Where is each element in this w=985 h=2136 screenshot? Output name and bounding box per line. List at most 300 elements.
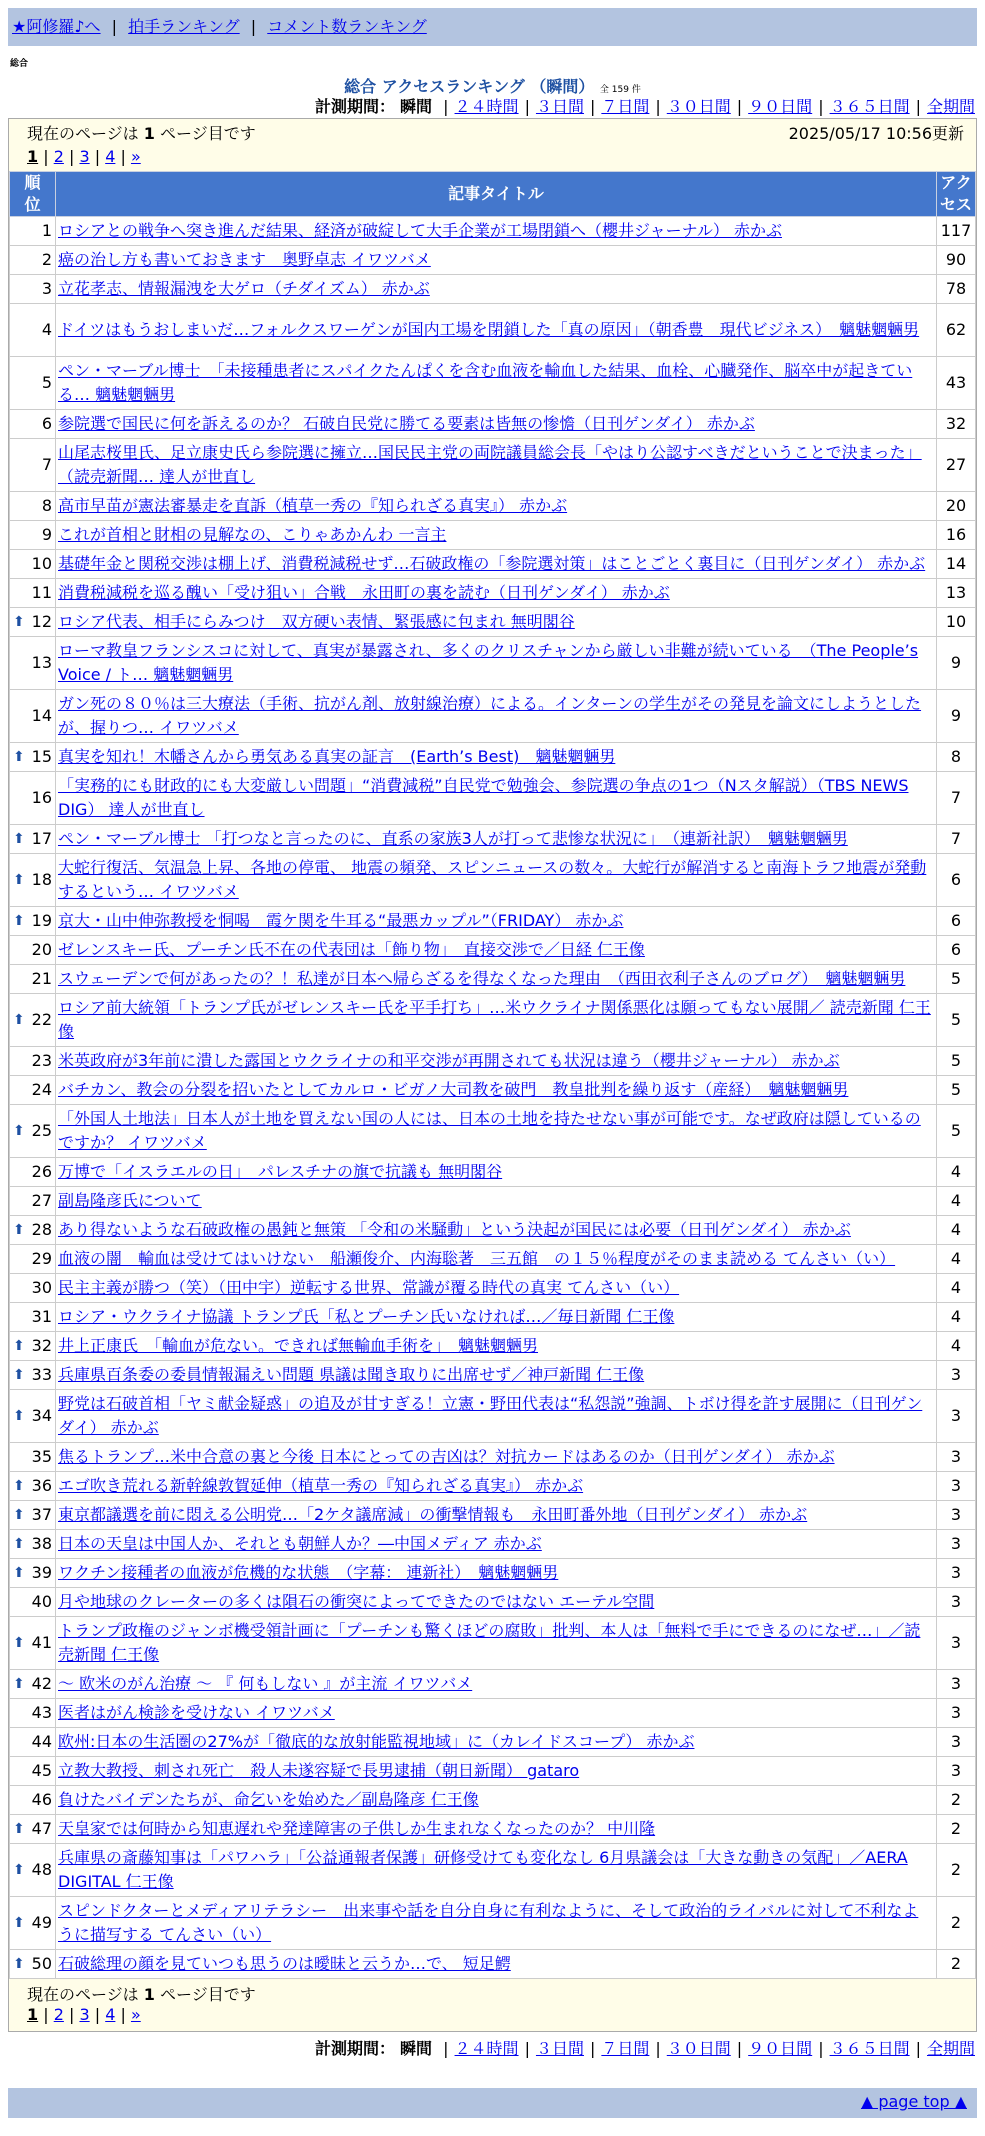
- rank-cell: [10, 965, 56, 994]
- table-row: [10, 304, 976, 357]
- title-cell: [56, 1303, 937, 1332]
- article-link[interactable]: ペン・マーブル博士 「未接種患者にスパイクたんぱくを含む血液を輸血した結果、血栓、心臓発作、脳卒中が起きている… 魑魅魍魎男: [58, 361, 913, 404]
- article-link[interactable]: 高市早苗が憲法審暴走を直訴（植草一秀の『知られざる真実』） 赤かぶ: [58, 496, 568, 515]
- rank-up-arrow-icon: ⬆: [13, 1635, 25, 1651]
- period-link[interactable]: ３６５日間: [829, 97, 910, 116]
- rank-up-arrow-icon: ⬆: [13, 1915, 25, 1931]
- pager-page-link[interactable]: 3: [79, 2005, 90, 2024]
- title-cell: [56, 1815, 937, 1844]
- article-link[interactable]: 兵庫県百条委の委員情報漏えい問題 県議は聞き取りに出席せず／神戸新聞 仁王像: [58, 1365, 645, 1384]
- rank-cell: [10, 608, 56, 637]
- rank-up-arrow-icon: ⬆: [13, 1676, 25, 1692]
- rank-cell: [10, 1559, 56, 1588]
- rank-cell: [10, 1216, 56, 1245]
- page-info-number: 1: [143, 124, 155, 143]
- rank-number: 2: [41, 250, 52, 269]
- title-cell: [56, 994, 937, 1047]
- rank-number: 18: [31, 870, 52, 889]
- article-link[interactable]: ロシアとの戦争へ突き進んだ結果、経済が破綻して大手企業が工場閉鎖へ（櫻井ジャーナル） 赤かぶ: [58, 221, 782, 240]
- article-link[interactable]: 「実務的にも財政的にも大変厳しい問題」“消費減税”自民党で勉強会、参院選の争点の1つ（Nスタ解説）（TBS NEWS DIG） 達人が世直し: [58, 776, 909, 819]
- rank-cell: [10, 1757, 56, 1786]
- rank-cell: [10, 1187, 56, 1216]
- article-link[interactable]: 野党は石破首相「ヤミ献金疑惑」の追及が甘すぎる！立憲・野田代表は“私怨説”強調、トボけ得を許す展開に（日刊ゲンダイ） 赤かぶ: [58, 1394, 923, 1437]
- table-row: [10, 1158, 976, 1187]
- rank-cell: [10, 521, 56, 550]
- rank-number: 9: [41, 525, 52, 544]
- access-count: 9: [937, 690, 976, 743]
- article-link[interactable]: 基礎年金と関税交渉は棚上げ、消費税減税せず…石破政権の「参院選対策」はことごとく裏目に（日刊ゲンダイ） 赤かぶ: [58, 554, 926, 573]
- period-separator: |: [818, 2039, 824, 2058]
- rank-number: 48: [31, 1860, 52, 1879]
- rank-up-arrow-icon: ⬆: [13, 749, 25, 765]
- period-label: 計測期間：: [314, 97, 395, 116]
- article-link[interactable]: 月や地球のクレーターの多くは隕石の衝突によってできたのではない エーテル空間: [58, 1592, 655, 1611]
- rank-cell: [10, 1815, 56, 1844]
- period-separator: |: [524, 2039, 530, 2058]
- pager-page-link[interactable]: 2: [53, 2005, 64, 2024]
- table-row: [10, 1588, 976, 1617]
- rank-number: 13: [31, 653, 52, 672]
- table-row: [10, 1501, 976, 1530]
- period-link[interactable]: ３０日間: [666, 97, 731, 116]
- rank-cell: [10, 1245, 56, 1274]
- pager-separator: |: [115, 2005, 131, 2024]
- article-link[interactable]: エゴ吹き荒れる新幹線敦賀延伸（植草一秀の『知られざる真実』） 赤かぶ: [58, 1476, 584, 1495]
- article-link[interactable]: 癌の治し方も書いておきます 奥野卓志 イワツバメ: [58, 250, 431, 269]
- nav-separator: |: [250, 17, 257, 36]
- period-link[interactable]: ９０日間: [748, 97, 813, 116]
- title-cell: [56, 1076, 937, 1105]
- article-link[interactable]: 兵庫県の斎藤知事は「パワハラ」「公益通報者保護」研修受けても変化なし 6月県議会は「大きな動きの気配」／AERA DIGITAL 仁王像: [58, 1848, 908, 1891]
- pager-separator: |: [63, 147, 80, 166]
- article-link[interactable]: ドイツはもうおしまいだ…フォルクスワーゲンが国内工場を閉鎖した「真の原因」（朝香豊 現代ビジネス） 魑魅魍魎男: [58, 320, 920, 339]
- article-link[interactable]: 万博で「イスラエルの日」 パレスチナの旗で抗議も 無明閣谷: [58, 1162, 503, 1181]
- access-count: 2: [937, 1786, 976, 1815]
- rank-number: 37: [31, 1505, 52, 1524]
- period-link[interactable]: ７日間: [601, 97, 650, 116]
- article-link[interactable]: 天皇家では何時から知恵遅れや発達障害の子供しか生まれなくなったのか？ 中川隆: [58, 1819, 656, 1838]
- access-count: 6: [937, 936, 976, 965]
- access-count: 78: [937, 275, 976, 304]
- title-cell: [56, 1699, 937, 1728]
- access-count: 8: [937, 743, 976, 772]
- article-link[interactable]: 石破総理の顔を見ていつも思うのは曖昧と云うか…で、 短足鰐: [58, 1954, 511, 1973]
- access-count: 117: [937, 217, 976, 246]
- period-separator: |: [443, 97, 449, 116]
- table-row: [10, 1897, 976, 1950]
- access-count: 4: [937, 1158, 976, 1187]
- access-count: 2: [937, 1815, 976, 1844]
- rank-cell: [10, 1076, 56, 1105]
- rank-cell: [10, 1617, 56, 1670]
- period-label: 計測期間：: [314, 2039, 395, 2058]
- table-row: [10, 1216, 976, 1245]
- period-link[interactable]: 全期間: [926, 97, 975, 116]
- article-link[interactable]: ロシア代表、相手にらみつけ 双方硬い表情、緊張感に包まれ 無明閣谷: [58, 612, 575, 631]
- title-cell: [56, 410, 937, 439]
- rank-cell: [10, 304, 56, 357]
- period-link[interactable]: ３日間: [535, 2039, 584, 2058]
- rank-cell: [10, 743, 56, 772]
- access-count: 3: [937, 1757, 976, 1786]
- access-count: 3: [937, 1588, 976, 1617]
- rank-number: 45: [31, 1761, 52, 1780]
- access-count: 3: [937, 1559, 976, 1588]
- article-link[interactable]: 大蛇行復活、気温急上昇、各地の停電、 地震の頻発、スピンニュースの数々。大蛇行が解消すると南海トラフ地震が発動するという… イワツバメ: [58, 858, 927, 901]
- pager-separator: |: [63, 2005, 80, 2024]
- page-info-suffix: ページ目です: [154, 124, 256, 143]
- rank-number: 26: [31, 1162, 52, 1181]
- title-cell: [56, 1728, 937, 1757]
- period-link[interactable]: ２４時間: [454, 97, 519, 116]
- table-row: [10, 492, 976, 521]
- table-row: [10, 1530, 976, 1559]
- rank-up-arrow-icon: ⬆: [13, 1507, 25, 1523]
- article-link[interactable]: ペン・マーブル博士 「打つなと言ったのに、直系の家族3人が打って悲惨な状況に」 （連新社訳） 魑魅魍魎男: [58, 829, 848, 848]
- access-count: 43: [937, 357, 976, 410]
- article-link[interactable]: 民主主義が勝つ（笑）（田中宇）逆転する世界、常識が覆る時代の真実 てんさい（い）: [58, 1278, 680, 1297]
- title-cell: [56, 1158, 937, 1187]
- rank-cell: [10, 579, 56, 608]
- period-link[interactable]: ２４時間: [454, 2039, 519, 2058]
- rank-up-arrow-icon: ⬆: [13, 1123, 25, 1139]
- access-count: 27: [937, 439, 976, 492]
- table-row: [10, 772, 976, 825]
- rank-number: 3: [41, 279, 52, 298]
- access-count: 4: [937, 1216, 976, 1245]
- title-cell: [56, 965, 937, 994]
- rank-number: 43: [31, 1703, 52, 1722]
- table-row: [10, 1815, 976, 1844]
- rank-cell: [10, 772, 56, 825]
- title-cell: [56, 772, 937, 825]
- access-count: 6: [937, 854, 976, 907]
- period-link[interactable]: ３６５日間: [829, 2039, 910, 2058]
- rank-cell: [10, 1530, 56, 1559]
- table-row: [10, 1728, 976, 1757]
- rank-up-arrow-icon: ⬆: [13, 1536, 25, 1552]
- access-count: 5: [937, 1076, 976, 1105]
- table-row: [10, 1076, 976, 1105]
- title-cell: [56, 1757, 937, 1786]
- rank-number: 22: [31, 1010, 52, 1029]
- rank-up-arrow-icon: ⬆: [13, 1565, 25, 1581]
- rank-up-arrow-icon: ⬆: [13, 1956, 25, 1972]
- article-link[interactable]: 欧州:日本の生活圏の27%が「徹底的な放射能監視地域」に（カレイドスコープ） 赤かぶ: [58, 1732, 695, 1751]
- article-link[interactable]: スピンドクターとメディアリテラシー 出来事や話を自分自身に有利なように、そして政治的ライバルに対して不利なように描写する てんさい（い）: [58, 1901, 919, 1944]
- rank-cell: [10, 410, 56, 439]
- article-link[interactable]: トランプ政権のジャンボ機受領計画に「プーチンも驚くほどの腐敗」批判、本人は「無料で手にできるのになぜ…」／読売新聞 仁王像: [58, 1621, 921, 1664]
- period-separator: |: [524, 97, 530, 116]
- table-row: [10, 637, 976, 690]
- title-cell: [56, 1617, 937, 1670]
- access-count: 10: [937, 608, 976, 637]
- table-row: [10, 994, 976, 1047]
- pager-separator: |: [38, 147, 54, 166]
- rank-number: 1: [41, 221, 52, 240]
- table-row: [10, 1670, 976, 1699]
- title-cell: [56, 550, 937, 579]
- pager-page-link[interactable]: 4: [105, 2005, 116, 2024]
- pager-page-link[interactable]: 4: [105, 147, 116, 166]
- article-link[interactable]: 医者はがん検診を受けない イワツバメ: [58, 1703, 335, 1722]
- ranking-table: [9, 171, 976, 1979]
- title-cell: [56, 936, 937, 965]
- title-cell: [56, 1216, 937, 1245]
- period-link[interactable]: ３日間: [535, 97, 584, 116]
- rank-number: 6: [41, 414, 52, 433]
- title-cell: [56, 1670, 937, 1699]
- ranking-box: [8, 118, 977, 2032]
- title-cell: [56, 217, 937, 246]
- access-count: 9: [937, 637, 976, 690]
- rank-number: 4: [41, 320, 52, 339]
- access-count: 3: [937, 1670, 976, 1699]
- table-row: [10, 743, 976, 772]
- ranking-title: 総合 アクセスランキング （瞬間）: [344, 77, 595, 96]
- period-link[interactable]: ３０日間: [666, 2039, 731, 2058]
- rank-number: 28: [31, 1220, 52, 1239]
- title-cell: [56, 1274, 937, 1303]
- rank-up-arrow-icon: ⬆: [13, 913, 25, 929]
- article-link[interactable]: 東京都議選を前に悶える公明党…「2ケタ議席減」の衝撃情報も 永田町番外地（日刊ゲンダイ） 赤かぶ: [58, 1505, 808, 1524]
- pager-current-page: 1: [27, 147, 39, 166]
- rank-cell: [10, 1390, 56, 1443]
- table-row: [10, 439, 976, 492]
- period-separator: |: [736, 2039, 743, 2058]
- article-link[interactable]: 参院選で国民に何を訴えるのか？ 石破自民党に勝てる要素は皆無の惨憺（日刊ゲンダイ） 赤かぶ: [58, 414, 755, 433]
- rank-cell: [10, 854, 56, 907]
- title-cell: [56, 907, 937, 936]
- rank-cell: [10, 637, 56, 690]
- article-link[interactable]: 京大・山中伸弥教授を恫喝 霞ケ関を牛耳る“最悪カップル”（FRIDAY） 赤かぶ: [58, 911, 624, 930]
- header-title: 記事タイトル: [56, 172, 937, 217]
- access-count: 2: [937, 1950, 976, 1979]
- table-row: [10, 550, 976, 579]
- access-count: 5: [937, 965, 976, 994]
- period-link[interactable]: ７日間: [601, 2039, 650, 2058]
- article-link[interactable]: スウェーデンで何があったの？！私達が日本へ帰らざるを得なくなった理由 （西田衣利子さんのブログ） 魑魅魍魎男: [58, 969, 906, 988]
- rank-number: 17: [31, 829, 52, 848]
- article-link[interactable]: 山尾志桜里氏、足立康史氏ら参院選に擁立…国民民主党の両院議員総会長「やはり公認すべきだということで決まった」（読売新聞… 達人が世直し: [58, 443, 922, 486]
- period-separator: |: [443, 2039, 449, 2058]
- home-link[interactable]: ★阿修羅♪へ: [12, 17, 101, 36]
- rank-number: 23: [31, 1051, 52, 1070]
- period-separator: |: [736, 97, 743, 116]
- access-count: 14: [937, 550, 976, 579]
- pager-separator: |: [38, 2005, 54, 2024]
- access-count: 6: [937, 907, 976, 936]
- access-count: 3: [937, 1728, 976, 1757]
- access-count: 7: [937, 772, 976, 825]
- rank-cell: [10, 357, 56, 410]
- title-cell: [56, 1047, 937, 1076]
- title-cell: [56, 521, 937, 550]
- table-row: [10, 608, 976, 637]
- article-link[interactable]: ワクチン接種者の血液が危機的な状態 （字幕： 連新社） 魑魅魍魎男: [58, 1563, 559, 1582]
- period-selector-bottom: [0, 2036, 975, 2064]
- access-count: 4: [937, 1332, 976, 1361]
- table-row: [10, 965, 976, 994]
- article-link[interactable]: 血液の闇 輸血は受けてはいけない 船瀬俊介、内海聡著 三五館 の１５％程度がそのまま読める てんさい（い）: [58, 1249, 896, 1268]
- table-row: [10, 357, 976, 410]
- rank-cell: [10, 1158, 56, 1187]
- page-info-suffix: ページ目です: [154, 1985, 256, 2004]
- period-separator: |: [655, 97, 661, 116]
- rank-cell: [10, 1844, 56, 1897]
- rank-number: 38: [31, 1534, 52, 1553]
- table-row: [10, 854, 976, 907]
- rank-number: 8: [41, 496, 52, 515]
- rank-number: 25: [31, 1121, 52, 1140]
- access-count: 4: [937, 1245, 976, 1274]
- title-cell: [56, 275, 937, 304]
- article-link[interactable]: 消費税減税を巡る醜い「受け狙い」合戦 永田町の裏を読む（日刊ゲンダイ） 赤かぶ: [58, 583, 670, 602]
- table-row: [10, 1950, 976, 1979]
- period-separator: |: [818, 97, 824, 116]
- rank-number: 35: [31, 1447, 52, 1466]
- rank-cell: [10, 1274, 56, 1303]
- title-cell: [56, 1844, 937, 1897]
- access-count: 3: [937, 1530, 976, 1559]
- title-cell: [56, 1559, 937, 1588]
- table-row: [10, 1105, 976, 1158]
- article-link[interactable]: あり得ないような石破政権の愚鈍と無策 「令和の米騒動」という決起が国民には必要（日刊ゲンダイ） 赤かぶ: [58, 1220, 851, 1239]
- access-count: 3: [937, 1617, 976, 1670]
- table-row: [10, 1245, 976, 1274]
- comment-ranking-link[interactable]: コメント数ランキング: [267, 17, 427, 36]
- article-link[interactable]: 真実を知れ！木幡さんから勇気ある真実の証言 (Earth’s Best) 魑魅魍魎男: [58, 747, 616, 766]
- rank-cell: [10, 492, 56, 521]
- rank-up-arrow-icon: ⬆: [13, 614, 25, 630]
- article-link[interactable]: ロシア・ウクライナ協議 トランプ氏「私とプーチン氏いなければ…／毎日新聞 仁王像: [58, 1307, 675, 1326]
- title-cell: [56, 690, 937, 743]
- access-count: 3: [937, 1361, 976, 1390]
- access-count: 4: [937, 1187, 976, 1216]
- table-row: [10, 1786, 976, 1815]
- rank-number: 29: [31, 1249, 52, 1268]
- updated-time: 2025/05/17 10:56更新: [788, 124, 964, 143]
- article-link[interactable]: ガン死の８０％は三大療法（手術、抗がん剤、放射線治療）による。インターンの学生がその発見を論文にしようとしたが、握りつ… イワツバメ: [58, 694, 922, 737]
- rank-number: 31: [31, 1307, 52, 1326]
- access-count: 3: [937, 1699, 976, 1728]
- pager-next-link[interactable]: »: [130, 2005, 141, 2024]
- rank-number: 11: [31, 583, 52, 602]
- rank-number: 27: [31, 1191, 52, 1210]
- access-count: 5: [937, 994, 976, 1047]
- access-count: 20: [937, 492, 976, 521]
- rank-number: 39: [31, 1563, 52, 1582]
- rank-cell: [10, 1361, 56, 1390]
- rank-number: 32: [31, 1336, 52, 1355]
- article-link[interactable]: 立教大教授、刺され死亡 殺人未遂容疑で長男逮捕（朝日新聞） gataro: [58, 1761, 580, 1780]
- rank-cell: [10, 246, 56, 275]
- rank-up-arrow-icon: ⬆: [13, 1478, 25, 1494]
- article-link[interactable]: バチカン、教会の分裂を招いたとしてカルロ・ビガノ大司教を破門 教皇批判を繰り返す（産経） 魑魅魍魎男: [58, 1080, 849, 1099]
- access-count: 3: [937, 1390, 976, 1443]
- pager-next-link[interactable]: »: [130, 147, 141, 166]
- table-row: [10, 936, 976, 965]
- title-cell: [56, 825, 937, 854]
- access-count: 4: [937, 1274, 976, 1303]
- table-row: [10, 1443, 976, 1472]
- article-link[interactable]: 日本の天皇は中国人か、それとも朝鮮人か？―中国メディア 赤かぶ: [58, 1534, 542, 1553]
- title-cell: [56, 1501, 937, 1530]
- rank-number: 33: [31, 1365, 52, 1384]
- rank-cell: [10, 1303, 56, 1332]
- table-row: [10, 579, 976, 608]
- rank-number: 19: [31, 911, 52, 930]
- pagination-bottom: [9, 2005, 976, 2031]
- rank-number: 47: [31, 1819, 52, 1838]
- page-title: [0, 74, 985, 94]
- period-link[interactable]: ９０日間: [748, 2039, 813, 2058]
- article-link[interactable]: 米英政府が3年前に潰した露国とウクライナの和平交渉が再開されても状況は違う（櫻井ジャーナル） 赤かぶ: [58, 1051, 840, 1070]
- page-info-prefix: 現在のページは: [27, 1985, 144, 2004]
- title-cell: [56, 1443, 937, 1472]
- article-link[interactable]: 焦るトランプ…米中合意の裏と今後 日本にとっての吉凶は？対抗カードはあるのか（日刊ゲンダイ） 赤かぶ: [58, 1447, 835, 1466]
- article-link[interactable]: ロシア前大統領「トランプ氏がゼレンスキー氏を平手打ち」…米ウクライナ関係悪化は願ってもない展開／ 読売新聞 仁王像: [58, 998, 931, 1041]
- category-label: 総合: [10, 59, 29, 69]
- rank-cell: [10, 994, 56, 1047]
- table-row: [10, 521, 976, 550]
- period-link[interactable]: 全期間: [926, 2039, 975, 2058]
- article-link[interactable]: ～ 欧米のがん治療 ～ 『 何もしない 』が主流 イワツバメ: [58, 1674, 473, 1693]
- rank-number: 44: [31, 1732, 52, 1751]
- article-link[interactable]: 「外国人土地法」日本人が土地を買えない国の人には、日本の土地を持たせない事が可能です。なぜ政府は隠しているのですか？ イワツバメ: [58, 1109, 921, 1152]
- article-link[interactable]: 負けたバイデンたちが、命乞いを始めた／副島隆彦 仁王像: [58, 1790, 479, 1809]
- pager-page-link[interactable]: 2: [53, 147, 64, 166]
- rank-number: 12: [31, 612, 52, 631]
- header-rank: 順位: [10, 172, 56, 217]
- article-link[interactable]: 副島隆彦氏について: [58, 1191, 202, 1210]
- rank-cell: [10, 1443, 56, 1472]
- access-count: 16: [937, 521, 976, 550]
- article-link[interactable]: これが首相と財相の見解なの、こりゃあかんわ 一言主: [58, 525, 447, 544]
- rank-number: 15: [31, 747, 52, 766]
- title-cell: [56, 357, 937, 410]
- period-separator: |: [655, 2039, 661, 2058]
- pager-current-page: 1: [27, 2005, 39, 2024]
- nav-separator: |: [111, 17, 118, 36]
- pager-page-link[interactable]: 3: [79, 147, 90, 166]
- rank-cell: [10, 1047, 56, 1076]
- period-separator: |: [915, 97, 921, 116]
- article-link[interactable]: ローマ教皇フランシスコに対して、真実が暴露され、多くのクリスチャンから厳しい非難が続いている （The People’s Voice / ト… 魑魅魍魎男: [58, 641, 919, 684]
- rank-cell: [10, 1728, 56, 1757]
- page-top-link[interactable]: ▲ page top ▲: [860, 2092, 967, 2111]
- clap-ranking-link[interactable]: 拍手ランキング: [128, 17, 240, 36]
- article-link[interactable]: 立花孝志、情報漏洩を大ゲロ（チダイズム） 赤かぶ: [58, 279, 430, 298]
- table-row: [10, 907, 976, 936]
- title-cell: [56, 1786, 937, 1815]
- title-cell: [56, 608, 937, 637]
- pager-separator: |: [89, 147, 106, 166]
- rank-number: 46: [31, 1790, 52, 1809]
- pager-separator: |: [89, 2005, 106, 2024]
- top-nav-bar: [8, 8, 977, 46]
- access-count: 90: [937, 246, 976, 275]
- rank-number: 49: [31, 1913, 52, 1932]
- rank-up-arrow-icon: ⬆: [13, 1408, 25, 1424]
- rank-cell: [10, 1897, 56, 1950]
- rank-cell: [10, 550, 56, 579]
- article-link[interactable]: 井上正康氏 「輸血が危ない。できれば無輸血手術を」 魑魅魍魎男: [58, 1336, 539, 1355]
- title-cell: [56, 1361, 937, 1390]
- period-separator: |: [589, 2039, 596, 2058]
- article-link[interactable]: ゼレンスキー氏、プーチン氏不在の代表団は「飾り物」 直接交渉で／日経 仁王像: [58, 940, 645, 959]
- table-row: [10, 1699, 976, 1728]
